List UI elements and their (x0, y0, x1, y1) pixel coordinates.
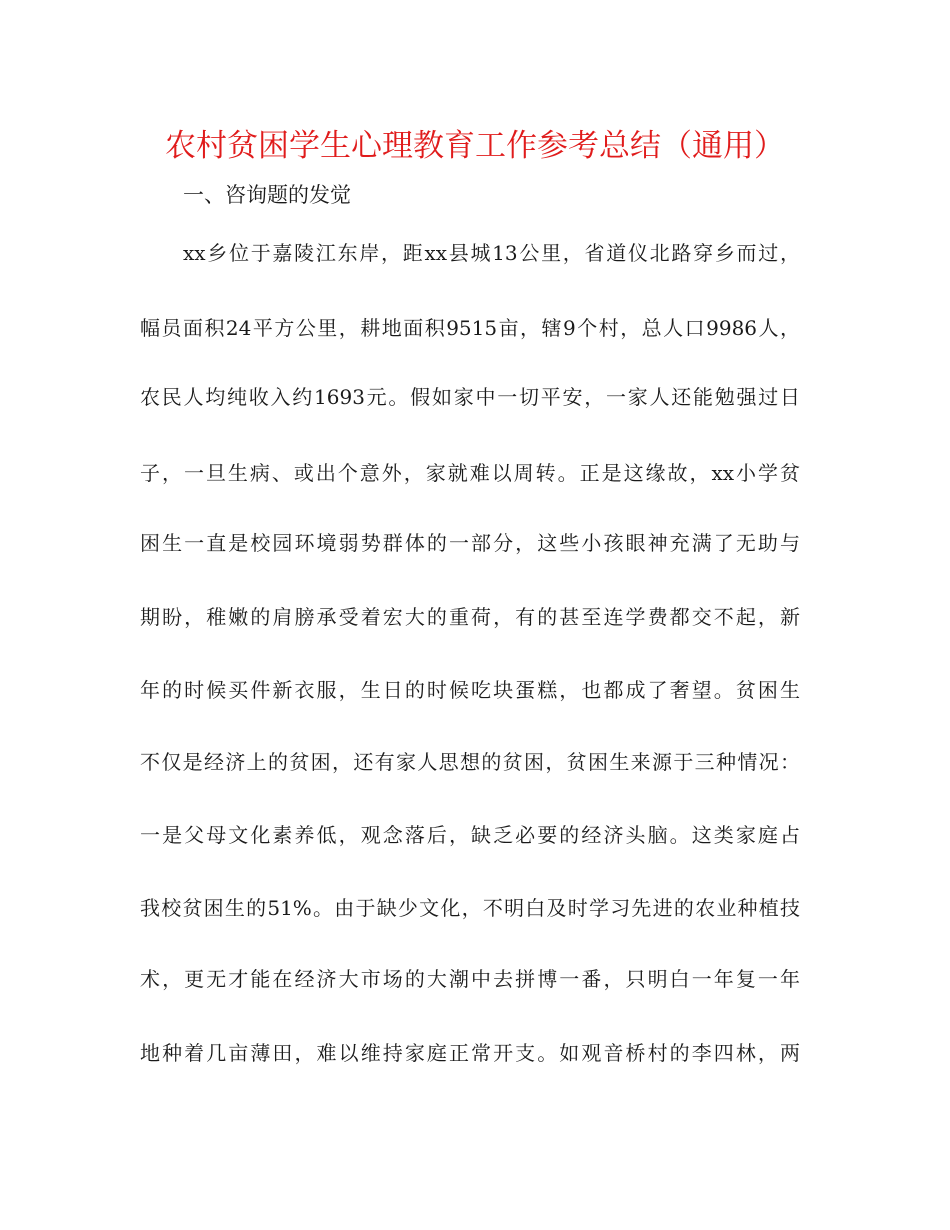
paragraph-line: 农民人均纯收入约1693元。假如家中一切平安，一家人还能勉强过日 (140, 385, 800, 409)
paragraph-line: 困生一直是校园环境弱势群体的一部分，这些小孩眼神充满了无助与 (140, 531, 800, 555)
section-heading: 一、咨询题的发觉 (183, 183, 351, 207)
paragraph-line: 一是父母文化素养低，观念落后，缺乏必要的经济头脑。这类家庭占 (140, 823, 800, 847)
paragraph-line: xx乡位于嘉陵江东岸，距xx县城13公里，省道仪北路穿乡而过， (183, 241, 800, 265)
paragraph-line: 地种着几亩薄田，难以维持家庭正常开支。如观音桥村的李四林，两 (140, 1041, 800, 1065)
paragraph-line: 期盼，稚嫩的肩膀承受着宏大的重荷，有的甚至连学费都交不起，新 (140, 605, 800, 629)
paragraph-line: 术，更无才能在经济大市场的大潮中去拼博一番，只明白一年复一年 (140, 967, 800, 991)
paragraph-line: 不仅是经济上的贫困，还有家人思想的贫困，贫困生来源于三种情况： (140, 750, 800, 774)
paragraph-line: 我校贫困生的51%。由于缺少文化，不明白及时学习先进的农业种植技 (140, 896, 800, 920)
paragraph-line: 幅员面积24平方公里，耕地面积9515亩，辖9个村，总人口9986人， (140, 316, 800, 340)
document-title: 农村贫困学生心理教育工作参考总结（通用） (165, 128, 785, 164)
paragraph-line: 年的时候买件新衣服，生日的时候吃块蛋糕，也都成了奢望。贫困生 (140, 678, 800, 702)
paragraph-line: 子，一旦生病、或出个意外，家就难以周转。正是这缘故，xx小学贫 (140, 461, 800, 485)
